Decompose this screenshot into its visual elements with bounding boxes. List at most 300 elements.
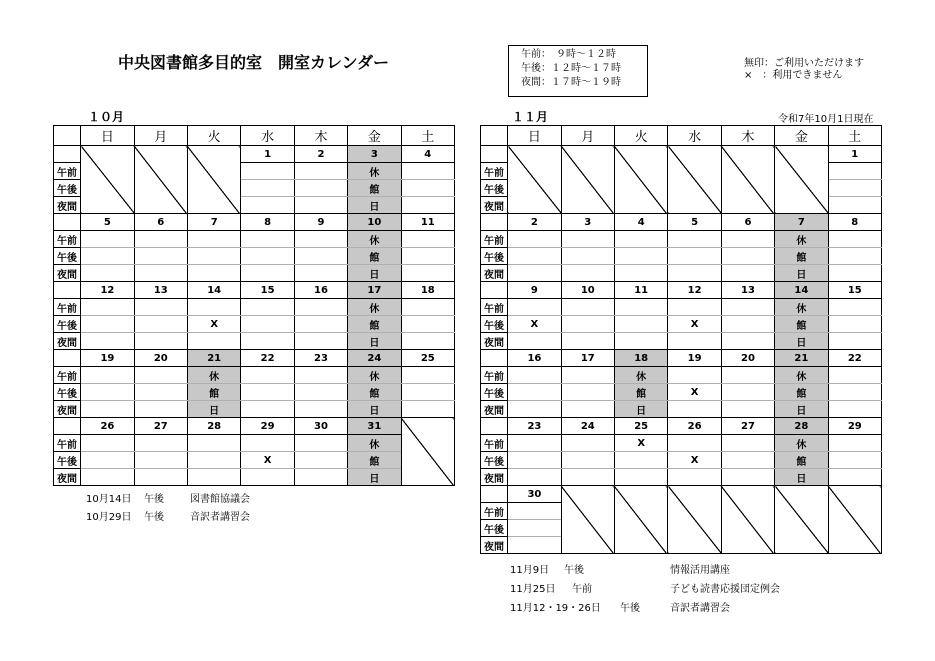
- date-cell: 7: [187, 214, 240, 231]
- date-cell: 28: [775, 418, 828, 435]
- slot-cell: [81, 248, 134, 265]
- slot-label: 午前: [481, 367, 508, 384]
- slot-cell: [561, 452, 614, 469]
- unavailable-mark: X: [187, 316, 240, 333]
- slot-label: 夜間: [54, 401, 81, 418]
- closed-day-char: 館: [614, 384, 667, 401]
- date-cell: 3: [348, 146, 401, 163]
- slot-cell: [401, 316, 454, 333]
- slot-cell: [721, 231, 774, 248]
- slot-cell: [668, 435, 721, 452]
- date-cell: 27: [721, 418, 774, 435]
- row-label-empty: [481, 350, 508, 367]
- slot-cell: [721, 401, 774, 418]
- slot-cell: [401, 231, 454, 248]
- slot-cell: [294, 333, 347, 350]
- date-cell: 12: [668, 282, 721, 299]
- closed-day-char: 日: [348, 333, 401, 350]
- date-cell: 22: [241, 350, 294, 367]
- slot-cell: [668, 333, 721, 350]
- slot-cell: [294, 384, 347, 401]
- slot-cell: [294, 180, 347, 197]
- slot-label: 午前: [54, 163, 81, 180]
- slot-cell: [401, 265, 454, 282]
- closed-day-char: 休: [775, 231, 828, 248]
- slot-label: 午後: [54, 452, 81, 469]
- slot-cell: [561, 469, 614, 486]
- slot-cell: [241, 299, 294, 316]
- weekday-header: 月: [134, 126, 187, 146]
- closed-day-char: 休: [348, 435, 401, 452]
- slot-cell: [508, 537, 561, 554]
- date-cell: 6: [134, 214, 187, 231]
- closed-day-char: 休: [348, 163, 401, 180]
- date-cell: 10: [561, 282, 614, 299]
- unavailable-mark: X: [508, 316, 561, 333]
- note-event: 音訳者講習会: [670, 603, 730, 614]
- date-cell: 23: [508, 418, 561, 435]
- slot-cell: [721, 316, 774, 333]
- weekday-header: 火: [187, 126, 240, 146]
- november-notes: [510, 561, 890, 618]
- slot-cell: [81, 316, 134, 333]
- slot-cell: [134, 435, 187, 452]
- date-cell: 12: [81, 282, 134, 299]
- row-label-empty: [54, 282, 81, 299]
- date-cell: 17: [348, 282, 401, 299]
- slot-cell: [668, 231, 721, 248]
- date-cell: 8: [828, 214, 881, 231]
- slot-cell: [828, 180, 881, 197]
- slot-cell: [614, 265, 667, 282]
- slot-cell: [134, 248, 187, 265]
- november-calendar: [480, 125, 882, 554]
- date-cell: 9: [508, 282, 561, 299]
- corner-cell: [481, 126, 508, 146]
- slot-cell: [294, 248, 347, 265]
- closed-day-char: 日: [348, 197, 401, 214]
- slot-cell: [241, 333, 294, 350]
- slot-label: 午後: [481, 316, 508, 333]
- slot-cell: [134, 265, 187, 282]
- date-cell: 5: [668, 214, 721, 231]
- blank-day: [401, 418, 454, 486]
- slot-cell: [668, 299, 721, 316]
- note-event: 音訳者講習会: [190, 512, 250, 523]
- slot-cell: [668, 401, 721, 418]
- slot-cell: [668, 469, 721, 486]
- slot-cell: [828, 384, 881, 401]
- closed-day-char: 日: [348, 401, 401, 418]
- date-cell: 25: [401, 350, 454, 367]
- date-cell: 23: [294, 350, 347, 367]
- blank-day: [721, 486, 774, 554]
- blank-day: [668, 146, 721, 214]
- october-calendar: [53, 125, 455, 486]
- date-cell: 6: [721, 214, 774, 231]
- date-cell: 4: [401, 146, 454, 163]
- slot-label: 午後: [54, 316, 81, 333]
- slot-cell: [668, 367, 721, 384]
- slot-cell: [614, 333, 667, 350]
- slot-cell: [294, 367, 347, 384]
- slot-cell: [401, 333, 454, 350]
- slot-label: 午後: [481, 180, 508, 197]
- blank-day: [187, 146, 240, 214]
- blank-day: [775, 146, 828, 214]
- closed-day-char: 館: [348, 180, 401, 197]
- unavailable-mark: X: [668, 384, 721, 401]
- slot-cell: [721, 248, 774, 265]
- date-cell: 10: [348, 214, 401, 231]
- closed-day-char: 休: [775, 435, 828, 452]
- slot-label: 午前: [481, 299, 508, 316]
- row-label-empty: [54, 214, 81, 231]
- weekday-header: 土: [401, 126, 454, 146]
- slot-label: 午前: [481, 163, 508, 180]
- date-cell: 1: [241, 146, 294, 163]
- date-cell: 30: [294, 418, 347, 435]
- slot-cell: [508, 401, 561, 418]
- slot-cell: [828, 452, 881, 469]
- closed-day-char: 館: [348, 248, 401, 265]
- slot-cell: [241, 248, 294, 265]
- row-label-empty: [481, 282, 508, 299]
- date-cell: 20: [721, 350, 774, 367]
- date-cell: 31: [348, 418, 401, 435]
- date-cell: 13: [721, 282, 774, 299]
- date-cell: 26: [81, 418, 134, 435]
- row-label-empty: [481, 418, 508, 435]
- date-cell: 11: [401, 214, 454, 231]
- row-label-empty: [54, 350, 81, 367]
- weekday-header: 水: [241, 126, 294, 146]
- note-row: [86, 491, 386, 509]
- slot-cell: [134, 452, 187, 469]
- slot-cell: [614, 231, 667, 248]
- date-cell: 19: [668, 350, 721, 367]
- slot-cell: [828, 265, 881, 282]
- date-cell: 20: [134, 350, 187, 367]
- slot-cell: [241, 401, 294, 418]
- blank-day: [134, 146, 187, 214]
- slot-cell: [721, 452, 774, 469]
- date-cell: 29: [241, 418, 294, 435]
- slot-label: 午前: [54, 367, 81, 384]
- closed-day-char: 休: [775, 367, 828, 384]
- date-cell: 24: [561, 418, 614, 435]
- date-cell: 3: [561, 214, 614, 231]
- slot-cell: [508, 299, 561, 316]
- slot-cell: [294, 469, 347, 486]
- corner-cell: [54, 126, 81, 146]
- slot-cell: [828, 299, 881, 316]
- slot-cell: [508, 367, 561, 384]
- unavailable-mark: X: [668, 316, 721, 333]
- note-slot: 午前: [572, 584, 592, 595]
- slot-cell: [81, 401, 134, 418]
- date-cell: 14: [775, 282, 828, 299]
- closed-day-char: 館: [187, 384, 240, 401]
- slot-cell: [401, 299, 454, 316]
- slot-label: 午後: [54, 384, 81, 401]
- slot-cell: [187, 265, 240, 282]
- weekday-header: 火: [614, 126, 667, 146]
- closed-day-char: 休: [348, 231, 401, 248]
- note-date: 11月25日: [510, 584, 556, 595]
- slot-cell: [401, 401, 454, 418]
- as-of-date: 令和7年10月1日現在: [778, 114, 874, 125]
- slot-cell: [241, 469, 294, 486]
- date-cell: 15: [828, 282, 881, 299]
- slot-cell: [668, 248, 721, 265]
- blank-day: [561, 486, 614, 554]
- slot-label: 夜間: [54, 469, 81, 486]
- date-cell: 19: [81, 350, 134, 367]
- closed-day-char: 休: [614, 367, 667, 384]
- closed-day-char: 館: [775, 384, 828, 401]
- slot-label: 午前: [481, 435, 508, 452]
- slot-cell: [561, 316, 614, 333]
- blank-day: [81, 146, 134, 214]
- blank-day: [668, 486, 721, 554]
- slot-cell: [81, 333, 134, 350]
- date-cell: 30: [508, 486, 561, 503]
- slot-label: 午前: [54, 435, 81, 452]
- slot-cell: [81, 435, 134, 452]
- slot-cell: [561, 333, 614, 350]
- slot-cell: [81, 265, 134, 282]
- blank-day: [775, 486, 828, 554]
- slot-cell: [508, 384, 561, 401]
- closed-day-char: 日: [614, 401, 667, 418]
- slot-cell: [561, 265, 614, 282]
- slot-label: 夜間: [54, 333, 81, 350]
- slot-label: 午後: [481, 384, 508, 401]
- date-cell: 9: [294, 214, 347, 231]
- slot-cell: [81, 469, 134, 486]
- note-slot: 午後: [144, 494, 164, 505]
- row-label-empty: [481, 486, 508, 503]
- date-cell: 14: [187, 282, 240, 299]
- weekday-header: 金: [775, 126, 828, 146]
- legend-available: 無印：ご利用いただけます: [744, 58, 864, 69]
- slot-cell: [721, 265, 774, 282]
- closed-day-char: 日: [348, 469, 401, 486]
- slot-cell: [508, 435, 561, 452]
- slot-cell: [508, 452, 561, 469]
- row-label-empty: [54, 418, 81, 435]
- slot-cell: [187, 469, 240, 486]
- slot-cell: [721, 299, 774, 316]
- date-cell: 26: [668, 418, 721, 435]
- slot-cell: [561, 299, 614, 316]
- slot-cell: [561, 401, 614, 418]
- slot-cell: [614, 248, 667, 265]
- slot-label: 夜間: [481, 401, 508, 418]
- slot-cell: [401, 384, 454, 401]
- slot-label: 夜間: [481, 537, 508, 554]
- hours-box: [508, 45, 648, 97]
- slot-cell: [294, 231, 347, 248]
- slot-cell: [828, 469, 881, 486]
- weekday-header: 日: [81, 126, 134, 146]
- slot-label: 午前: [481, 231, 508, 248]
- slot-cell: [561, 384, 614, 401]
- slot-cell: [828, 163, 881, 180]
- date-cell: 2: [508, 214, 561, 231]
- slot-cell: [614, 299, 667, 316]
- slot-cell: [187, 231, 240, 248]
- unavailable-mark: X: [668, 452, 721, 469]
- slot-cell: [828, 197, 881, 214]
- closed-day-char: 休: [775, 299, 828, 316]
- slot-label: 夜間: [481, 333, 508, 350]
- note-slot: 午後: [144, 512, 164, 523]
- slot-cell: [294, 299, 347, 316]
- slot-cell: [294, 316, 347, 333]
- blank-day: [614, 146, 667, 214]
- slot-cell: [134, 401, 187, 418]
- slot-label: 夜間: [481, 197, 508, 214]
- closed-day-char: 休: [187, 367, 240, 384]
- note-slot: 午後: [564, 565, 584, 576]
- slot-cell: [241, 265, 294, 282]
- note-date: 10月14日: [86, 494, 132, 505]
- blank-day: [828, 486, 881, 554]
- date-cell: 27: [134, 418, 187, 435]
- slot-label: 夜間: [54, 265, 81, 282]
- october-notes: [86, 491, 386, 527]
- date-cell: 25: [614, 418, 667, 435]
- slot-cell: [187, 333, 240, 350]
- slot-cell: [721, 333, 774, 350]
- legend-unavailable: × ：利用できません: [744, 70, 843, 81]
- slot-cell: [828, 401, 881, 418]
- slot-cell: [187, 435, 240, 452]
- slot-cell: [241, 180, 294, 197]
- slot-cell: [187, 248, 240, 265]
- closed-day-char: 館: [775, 452, 828, 469]
- slot-cell: [668, 265, 721, 282]
- october-label: １０月: [88, 110, 125, 124]
- slot-cell: [81, 367, 134, 384]
- note-date: 11月12・19・26日: [510, 603, 601, 614]
- slot-cell: [828, 435, 881, 452]
- slot-cell: [241, 231, 294, 248]
- closed-day-char: 館: [775, 316, 828, 333]
- slot-label: 午前: [54, 231, 81, 248]
- date-cell: 2: [294, 146, 347, 163]
- slot-label: 夜間: [481, 469, 508, 486]
- slot-cell: [294, 163, 347, 180]
- weekday-header: 月: [561, 126, 614, 146]
- slot-cell: [241, 367, 294, 384]
- slot-cell: [134, 231, 187, 248]
- slot-cell: [294, 265, 347, 282]
- note-row: [510, 580, 890, 599]
- november-label: １１月: [512, 110, 549, 124]
- slot-cell: [187, 299, 240, 316]
- note-date: 11月9日: [510, 565, 550, 576]
- weekday-header: 木: [294, 126, 347, 146]
- slot-cell: [134, 469, 187, 486]
- blank-day: [561, 146, 614, 214]
- slot-cell: [828, 316, 881, 333]
- slot-cell: [828, 333, 881, 350]
- date-cell: 21: [775, 350, 828, 367]
- closed-day-char: 日: [775, 401, 828, 418]
- blank-day: [508, 146, 561, 214]
- blank-day: [721, 146, 774, 214]
- date-cell: 18: [401, 282, 454, 299]
- slot-label: 午前: [481, 503, 508, 520]
- date-cell: 13: [134, 282, 187, 299]
- date-cell: 22: [828, 350, 881, 367]
- date-cell: 17: [561, 350, 614, 367]
- slot-cell: [561, 248, 614, 265]
- hours-afternoon: 午後：１２時～１７時: [521, 63, 621, 74]
- note-slot: 午後: [620, 603, 640, 614]
- slot-cell: [401, 197, 454, 214]
- date-cell: 5: [81, 214, 134, 231]
- date-cell: 11: [614, 282, 667, 299]
- slot-cell: [508, 265, 561, 282]
- slot-cell: [294, 401, 347, 418]
- date-cell: 4: [614, 214, 667, 231]
- closed-day-char: 日: [348, 265, 401, 282]
- slot-cell: [561, 231, 614, 248]
- slot-cell: [561, 435, 614, 452]
- slot-cell: [508, 520, 561, 537]
- closed-day-char: 日: [187, 401, 240, 418]
- slot-cell: [81, 231, 134, 248]
- date-cell: 24: [348, 350, 401, 367]
- slot-cell: [241, 435, 294, 452]
- date-cell: 16: [508, 350, 561, 367]
- slot-cell: [828, 248, 881, 265]
- slot-cell: [721, 384, 774, 401]
- note-event: 情報活用講座: [670, 565, 730, 576]
- closed-day-char: 館: [348, 316, 401, 333]
- slot-cell: [134, 367, 187, 384]
- slot-cell: [721, 469, 774, 486]
- note-row: [510, 561, 890, 580]
- closed-day-char: 休: [348, 299, 401, 316]
- date-cell: 18: [614, 350, 667, 367]
- closed-day-char: 日: [775, 265, 828, 282]
- hours-morning: 午前： ９時～１２時: [521, 49, 616, 60]
- weekday-header: 土: [828, 126, 881, 146]
- slot-cell: [614, 469, 667, 486]
- closed-day-char: 館: [348, 452, 401, 469]
- weekday-header: 水: [668, 126, 721, 146]
- date-cell: 8: [241, 214, 294, 231]
- slot-label: 午後: [481, 452, 508, 469]
- unavailable-mark: X: [614, 435, 667, 452]
- slot-cell: [241, 316, 294, 333]
- slot-label: 夜間: [481, 265, 508, 282]
- date-cell: 1: [828, 146, 881, 163]
- slot-cell: [294, 197, 347, 214]
- closed-day-char: 日: [775, 333, 828, 350]
- note-row: [510, 599, 890, 618]
- row-label-empty: [54, 146, 81, 163]
- slot-cell: [134, 316, 187, 333]
- slot-cell: [241, 163, 294, 180]
- slot-cell: [401, 367, 454, 384]
- date-cell: 29: [828, 418, 881, 435]
